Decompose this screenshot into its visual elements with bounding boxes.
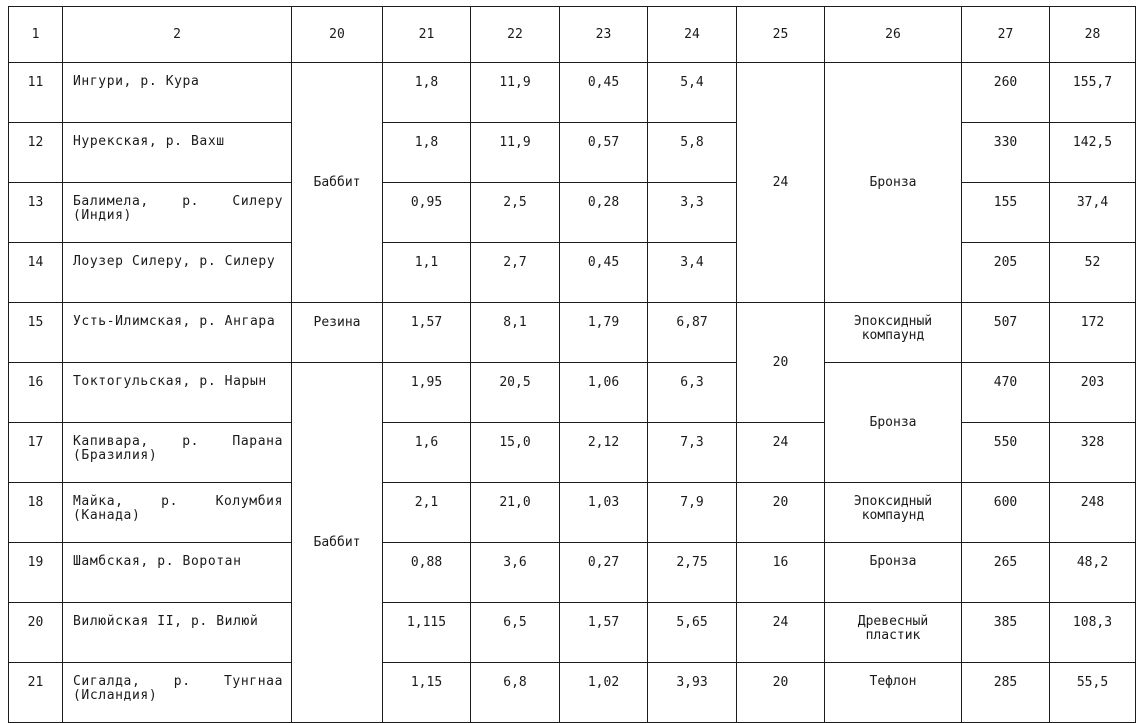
station-name: Шамбская, р. Воротан (63, 543, 292, 603)
col25-cell: 24 (737, 423, 825, 483)
col26-cell: Древесный пластик (825, 603, 962, 663)
value-cell: 600 (962, 483, 1050, 543)
value-cell: 1,57 (560, 603, 648, 663)
header-cell: 27 (962, 7, 1050, 63)
value-cell: 260 (962, 63, 1050, 123)
row-number: 17 (9, 423, 63, 483)
station-name: Капивара, р. Парана (Бразилия) (63, 423, 292, 483)
value-cell: 550 (962, 423, 1050, 483)
value-cell: 1,95 (383, 363, 471, 423)
header-cell: 2 (63, 7, 292, 63)
table-row (9, 123, 1136, 183)
value-cell: 11,9 (471, 123, 560, 183)
station-name: Ингури, р. Кура (63, 63, 292, 123)
header-cell: 1 (9, 7, 63, 63)
value-cell: 385 (962, 603, 1050, 663)
value-cell: 20,5 (471, 363, 560, 423)
header-cell: 25 (737, 7, 825, 63)
value-cell: 2,5 (471, 183, 560, 243)
value-cell: 1,6 (383, 423, 471, 483)
value-cell: 205 (962, 243, 1050, 303)
value-cell: 1,1 (383, 243, 471, 303)
col25-cell: 20 (737, 663, 825, 723)
table-row (9, 423, 1136, 483)
value-cell: 1,8 (383, 63, 471, 123)
table-row (9, 63, 1136, 123)
value-cell: 15,0 (471, 423, 560, 483)
value-cell: 1,02 (560, 663, 648, 723)
station-name: Усть-Илимская, р. Ангара (63, 303, 292, 363)
table-row (9, 543, 1136, 603)
header-cell: 28 (1050, 7, 1136, 63)
value-cell: 1,06 (560, 363, 648, 423)
data-table (8, 6, 1136, 723)
value-cell: 265 (962, 543, 1050, 603)
row-number: 15 (9, 303, 63, 363)
value-cell: 6,3 (648, 363, 737, 423)
row-number: 11 (9, 63, 63, 123)
value-cell: 1,115 (383, 603, 471, 663)
col25-cell: 24 (737, 603, 825, 663)
station-name: Лоузер Силеру, р. Силеру (63, 243, 292, 303)
value-cell: 3,3 (648, 183, 737, 243)
value-cell: 0,95 (383, 183, 471, 243)
row-number: 19 (9, 543, 63, 603)
value-cell: 1,79 (560, 303, 648, 363)
value-cell: 7,9 (648, 483, 737, 543)
row-number: 18 (9, 483, 63, 543)
value-cell: 1,8 (383, 123, 471, 183)
station-name: Балимела, р. Силеру (Индия) (63, 183, 292, 243)
value-cell: 8,1 (471, 303, 560, 363)
row-number: 12 (9, 123, 63, 183)
row-number: 21 (9, 663, 63, 723)
value-cell: 5,4 (648, 63, 737, 123)
value-cell: 470 (962, 363, 1050, 423)
row-number: 20 (9, 603, 63, 663)
material-cell: Баббит (292, 363, 383, 723)
value-cell: 172 (1050, 303, 1136, 363)
value-cell: 0,57 (560, 123, 648, 183)
row-number: 13 (9, 183, 63, 243)
station-name: Токтогульская, р. Нарын (63, 363, 292, 423)
col25-cell: 20 (737, 483, 825, 543)
station-name: Майка, р. Колумбия (Канада) (63, 483, 292, 543)
value-cell: 37,4 (1050, 183, 1136, 243)
value-cell: 507 (962, 303, 1050, 363)
value-cell: 21,0 (471, 483, 560, 543)
value-cell: 6,8 (471, 663, 560, 723)
station-name: Нурекская, р. Вахш (63, 123, 292, 183)
value-cell: 0,28 (560, 183, 648, 243)
value-cell: 1,03 (560, 483, 648, 543)
header-row (9, 7, 1136, 63)
station-name: Сигалда, р. Тунгнаа (Исландия) (63, 663, 292, 723)
table-row (9, 363, 1136, 423)
value-cell: 1,57 (383, 303, 471, 363)
value-cell: 55,5 (1050, 663, 1136, 723)
value-cell: 328 (1050, 423, 1136, 483)
col25-cell: 20 (737, 303, 825, 423)
col26-cell: Тефлон (825, 663, 962, 723)
value-cell: 108,3 (1050, 603, 1136, 663)
value-cell: 155,7 (1050, 63, 1136, 123)
col26-cell: Эпоксидный компаунд (825, 483, 962, 543)
col25-cell: 24 (737, 63, 825, 303)
value-cell: 2,1 (383, 483, 471, 543)
row-number: 14 (9, 243, 63, 303)
value-cell: 52 (1050, 243, 1136, 303)
table-row (9, 603, 1136, 663)
value-cell: 6,87 (648, 303, 737, 363)
header-cell: 26 (825, 7, 962, 63)
header-cell: 21 (383, 7, 471, 63)
table-row (9, 663, 1136, 723)
value-cell: 5,8 (648, 123, 737, 183)
header-cell: 24 (648, 7, 737, 63)
table-row (9, 303, 1136, 363)
value-cell: 1,15 (383, 663, 471, 723)
value-cell: 0,27 (560, 543, 648, 603)
value-cell: 11,9 (471, 63, 560, 123)
value-cell: 2,7 (471, 243, 560, 303)
table-row (9, 483, 1136, 543)
table-row (9, 183, 1136, 243)
material-cell: Баббит (292, 63, 383, 303)
value-cell: 0,45 (560, 243, 648, 303)
value-cell: 3,4 (648, 243, 737, 303)
value-cell: 7,3 (648, 423, 737, 483)
value-cell: 6,5 (471, 603, 560, 663)
value-cell: 5,65 (648, 603, 737, 663)
value-cell: 3,93 (648, 663, 737, 723)
value-cell: 142,5 (1050, 123, 1136, 183)
value-cell: 155 (962, 183, 1050, 243)
row-number: 16 (9, 363, 63, 423)
value-cell: 2,75 (648, 543, 737, 603)
col26-cell: Эпоксидный компаунд (825, 303, 962, 363)
header-cell: 20 (292, 7, 383, 63)
value-cell: 330 (962, 123, 1050, 183)
value-cell: 3,6 (471, 543, 560, 603)
col26-cell: Бронза (825, 63, 962, 303)
value-cell: 203 (1050, 363, 1136, 423)
value-cell: 0,45 (560, 63, 648, 123)
col26-cell: Бронза (825, 363, 962, 483)
col26-cell: Бронза (825, 543, 962, 603)
station-name: Вилюйская II, р. Вилюй (63, 603, 292, 663)
header-cell: 23 (560, 7, 648, 63)
header-cell: 22 (471, 7, 560, 63)
value-cell: 285 (962, 663, 1050, 723)
col25-cell: 16 (737, 543, 825, 603)
table-row (9, 243, 1136, 303)
value-cell: 48,2 (1050, 543, 1136, 603)
value-cell: 2,12 (560, 423, 648, 483)
value-cell: 0,88 (383, 543, 471, 603)
material-cell: Резина (292, 303, 383, 363)
value-cell: 248 (1050, 483, 1136, 543)
